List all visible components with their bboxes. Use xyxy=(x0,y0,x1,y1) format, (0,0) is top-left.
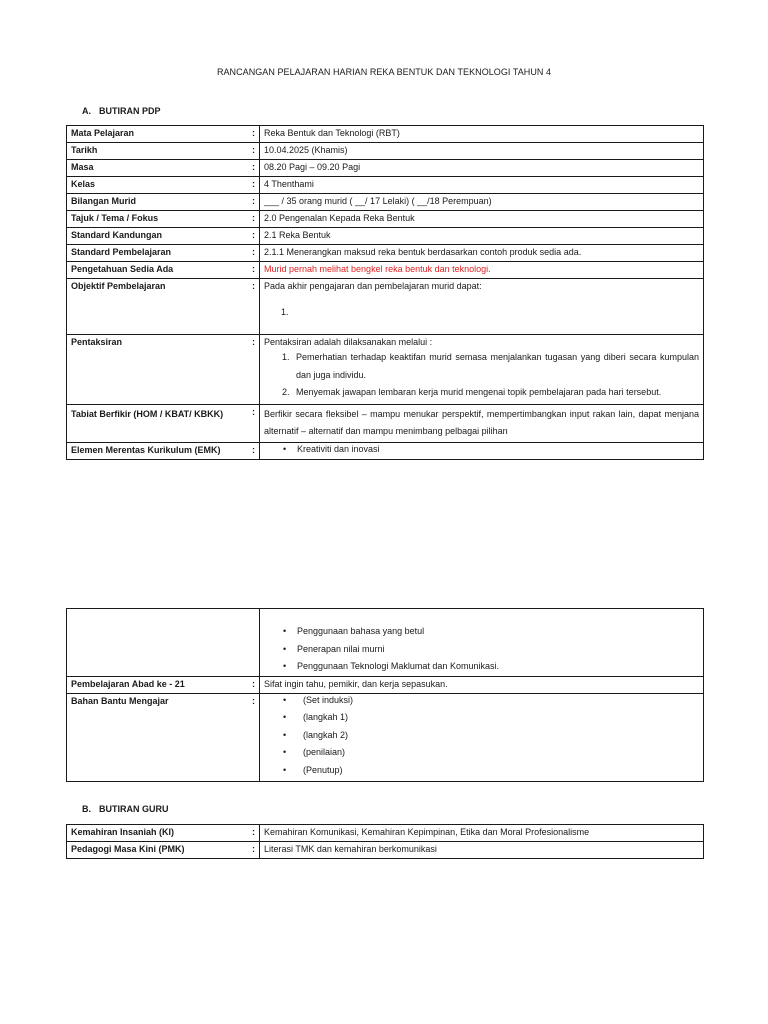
list-item: • (langkah 2) xyxy=(264,727,699,745)
list-item: • Penerapan nilai murni xyxy=(264,641,699,659)
mata-pelajaran-label: Mata Pelajaran xyxy=(71,128,135,138)
kelas-value: 4 Thenthami xyxy=(260,177,704,194)
section-a-heading xyxy=(82,106,161,116)
table-row xyxy=(67,228,704,245)
list-item: • Kreativiti dan inovasi xyxy=(264,443,699,456)
table-row xyxy=(67,245,704,262)
bbm-cell xyxy=(260,693,704,782)
colon: : xyxy=(252,179,255,189)
list-item: 1. Pemerhatian terhadap keaktifan murid semasa menjalankan tugasan yang diberi secara kumpulan dan juga individu. xyxy=(292,349,699,384)
standard-pembelajaran-value: 2.1.1 Menerangkan maksud reka bentuk berdasarkan contoh produk sedia ada. xyxy=(260,245,704,262)
objektif-label: Objektif Pembelajaran xyxy=(71,281,166,291)
tajuk-value: 2.0 Pengenalan Kepada Reka Bentuk xyxy=(260,211,704,228)
standard-kandungan-label: Standard Kandungan xyxy=(71,230,163,240)
table-row xyxy=(67,279,704,335)
colon: : xyxy=(252,264,255,274)
pentaksiran-cell xyxy=(260,335,704,405)
table-row xyxy=(67,335,704,405)
colon: : xyxy=(252,406,255,417)
colon: : xyxy=(252,145,255,155)
table-row xyxy=(67,194,704,211)
table-row xyxy=(67,126,704,143)
table-row xyxy=(67,842,704,859)
emk-cell xyxy=(260,442,704,459)
ki-value: Kemahiran Komunikasi, Kemahiran Kepimpinan, Etika dan Moral Profesionalisme xyxy=(260,825,704,842)
pengetahuan-label: Pengetahuan Sedia Ada xyxy=(71,264,174,274)
colon: : xyxy=(252,827,255,837)
colon: : xyxy=(252,844,255,854)
list-item: • (Penutup) xyxy=(264,762,699,780)
abad21-label: Pembelajaran Abad ke - 21 xyxy=(71,678,185,689)
table-row xyxy=(67,177,704,194)
list-item: • (langkah 1) xyxy=(264,709,699,727)
colon: : xyxy=(252,230,255,240)
list-item: • Penggunaan bahasa yang betul xyxy=(264,623,699,641)
emk-label: Elemen Merentas Kurikulum (EMK) xyxy=(71,444,221,455)
masa-label: Masa xyxy=(71,162,94,172)
tarikh-value: 10.04.2025 (Khamis) xyxy=(260,143,704,160)
section-b-heading xyxy=(82,804,169,814)
tabiat-value: Berfikir secara fleksibel – mampu menukar perspektif, mempertimbangkan input rakan lain, dapat menjana alternatif – alternatif dan mampu menimbang pelbagai pilihan xyxy=(260,404,704,442)
colon: : xyxy=(252,128,255,138)
colon: : xyxy=(252,678,255,689)
emk-continued-list xyxy=(264,623,699,676)
kelas-label: Kelas xyxy=(71,179,96,189)
objektif-intro: Pada akhir pengajaran dan pembelajaran murid dapat: xyxy=(264,281,482,291)
colon: : xyxy=(252,337,255,347)
pentaksiran-label: Pentaksiran xyxy=(71,337,123,347)
section-a-letter: A. xyxy=(82,106,91,116)
colon: : xyxy=(252,162,255,172)
butiran-guru-table xyxy=(66,824,704,859)
tajuk-label: Tajuk / Tema / Fokus xyxy=(71,213,159,223)
pentaksiran-list xyxy=(264,349,699,402)
colon: : xyxy=(252,281,255,291)
table-row xyxy=(67,676,704,693)
standard-pembelajaran-label: Standard Pembelajaran xyxy=(71,247,172,257)
butiran-pdp-table-continued xyxy=(66,608,704,782)
emk-continued-cell xyxy=(260,609,704,677)
colon: : xyxy=(252,247,255,257)
bbm-label: Bahan Bantu Mengajar xyxy=(71,695,169,706)
emk-list xyxy=(264,443,699,456)
section-b-label: BUTIRAN GURU xyxy=(99,804,169,814)
pengetahuan-value: Murid pernah melihat bengkel reka bentuk dan teknologi. xyxy=(260,262,704,279)
colon: : xyxy=(252,695,255,706)
bilangan-murid-label: Bilangan Murid xyxy=(71,196,136,206)
table-row xyxy=(67,211,704,228)
objektif-cell xyxy=(260,279,704,335)
pmk-label: Pedagogi Masa Kini (PMK) xyxy=(71,844,185,854)
bbm-list xyxy=(264,692,699,780)
table-row xyxy=(67,143,704,160)
table-row xyxy=(67,404,704,442)
masa-value: 08.20 Pagi – 09.20 Pagi xyxy=(260,160,704,177)
colon: : xyxy=(252,213,255,223)
list-item: • Penggunaan Teknologi Maklumat dan Komunikasi. xyxy=(264,658,699,676)
bilangan-murid-value: ___ / 35 orang murid ( __/ 17 Lelaki) ( __/18 Perempuan) xyxy=(260,194,704,211)
section-a-label: BUTIRAN PDP xyxy=(99,106,161,116)
table-row xyxy=(67,825,704,842)
pmk-value: Literasi TMK dan kemahiran berkomunikasi xyxy=(260,842,704,859)
ki-label: Kemahiran Insaniah (KI) xyxy=(71,827,175,837)
abad21-value: Sifat ingin tahu, pemikir, dan kerja sepasukan. xyxy=(260,676,704,693)
table-row xyxy=(67,693,704,782)
document-title: RANCANGAN PELAJARAN HARIAN REKA BENTUK DAN TEKNOLOGI TAHUN 4 xyxy=(216,67,552,77)
tabiat-label: Tabiat Berfikir (HOM / KBAT/ KBKK) xyxy=(71,408,224,419)
colon: : xyxy=(252,196,255,206)
objektif-item-number: 1. xyxy=(281,307,289,317)
section-b-letter: B. xyxy=(82,804,91,814)
list-item: • (Set induksi) xyxy=(264,692,699,710)
table-row xyxy=(67,262,704,279)
pentaksiran-intro: Pentaksiran adalah dilaksanakan melalui : xyxy=(264,337,433,347)
butiran-pdp-table xyxy=(66,125,704,460)
table-row xyxy=(67,160,704,177)
standard-kandungan-value: 2.1 Reka Bentuk xyxy=(260,228,704,245)
table-row xyxy=(67,609,704,677)
mata-pelajaran-value: Reka Bentuk dan Teknologi (RBT) xyxy=(260,126,704,143)
list-item: • (penilaian) xyxy=(264,744,699,762)
list-item: 2. Menyemak jawapan lembaran kerja murid mengenai topik pembelajaran pada hari tersebut. xyxy=(292,384,699,402)
colon: : xyxy=(252,444,255,455)
empty-label-cell xyxy=(67,609,260,677)
table-row xyxy=(67,442,704,459)
tarikh-label: Tarikh xyxy=(71,145,98,155)
